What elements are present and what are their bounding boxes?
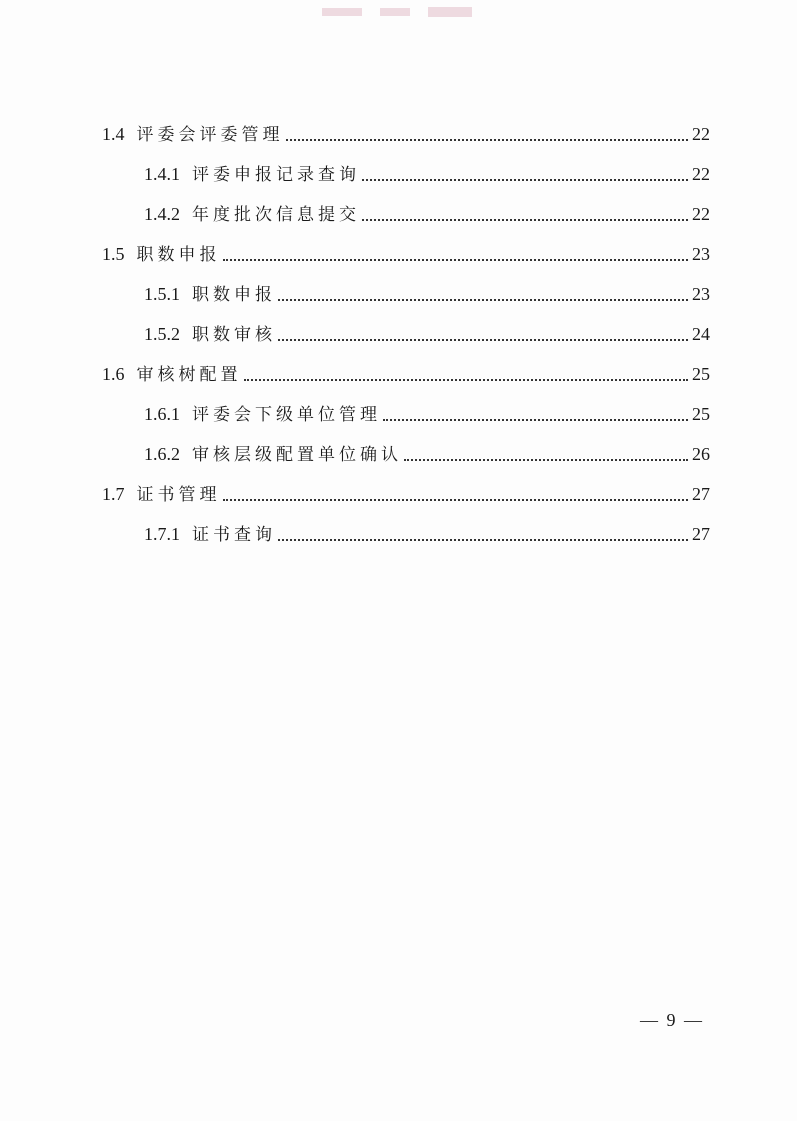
toc-entry-title: 职数审核 [192,325,276,345]
toc-entry-number: 1.4 [102,124,125,144]
toc-entry-title: 评委申报记录查询 [192,165,360,185]
toc-dot-leader [362,179,688,181]
toc-dot-leader [223,259,689,261]
toc-entry[interactable] [144,314,710,354]
toc-entry-title: 年度批次信息提交 [192,205,360,225]
toc-dot-leader [362,219,688,221]
toc-entry-page: 27 [692,524,710,544]
toc-entry-number: 1.5 [102,244,125,264]
toc-entry-title: 审核树配置 [136,365,242,385]
toc-entry-title: 职数申报 [192,285,276,305]
toc-entry-page: 22 [692,204,710,224]
toc-entry-number: 1.5.1 [144,284,180,304]
toc-entry[interactable] [144,434,710,474]
toc-entry[interactable] [144,274,710,314]
toc-entry-page: 27 [692,484,710,504]
toc-entry-number: 1.4.2 [144,204,180,224]
toc-entry[interactable] [144,514,710,554]
toc-dot-leader [383,419,688,421]
toc-entry[interactable] [102,474,710,514]
toc-entry-number: 1.5.2 [144,324,180,344]
toc-dot-leader [404,459,688,461]
toc-entry[interactable] [144,194,710,234]
toc-entry-title: 职数申报 [136,245,221,265]
toc-entry-title: 审核层级配置单位确认 [192,445,402,465]
toc-dot-leader [223,499,689,501]
toc-entry-page: 23 [692,244,710,264]
toc-entry-number: 1.6.2 [144,444,180,464]
toc-entry-number: 1.4.1 [144,164,180,184]
toc-entry-number: 1.6.1 [144,404,180,424]
toc-entry-page: 25 [692,404,710,424]
toc-entry-title: 评委会下级单位管理 [192,405,381,425]
toc-entry-page: 24 [692,324,710,344]
toc-entry-number: 1.6 [102,364,125,384]
toc-entry[interactable] [102,114,710,154]
faint-stamp-mark [320,4,480,22]
toc-entry[interactable] [144,394,710,434]
toc-dot-leader [286,139,689,141]
toc-entry-page: 26 [692,444,710,464]
toc-entry-page: 22 [692,164,710,184]
toc-dot-leader [278,539,688,541]
toc-entry-title: 证书查询 [192,525,276,545]
toc-entry[interactable] [102,234,710,274]
toc-dot-leader [278,339,688,341]
toc-entry[interactable] [102,354,710,394]
toc-entry-title: 证书管理 [136,485,221,505]
toc-entry-title: 评委会评委管理 [136,125,284,145]
toc-dot-leader [278,299,688,301]
toc-entry-page: 22 [692,124,710,144]
toc-entry[interactable] [144,154,710,194]
toc-entry-number: 1.7 [102,484,125,504]
toc-dot-leader [244,379,689,381]
toc-entry-page: 23 [692,284,710,304]
toc-entry-page: 25 [692,364,710,384]
page-number: — 9 — [640,1010,704,1030]
toc-entry-number: 1.7.1 [144,524,180,544]
